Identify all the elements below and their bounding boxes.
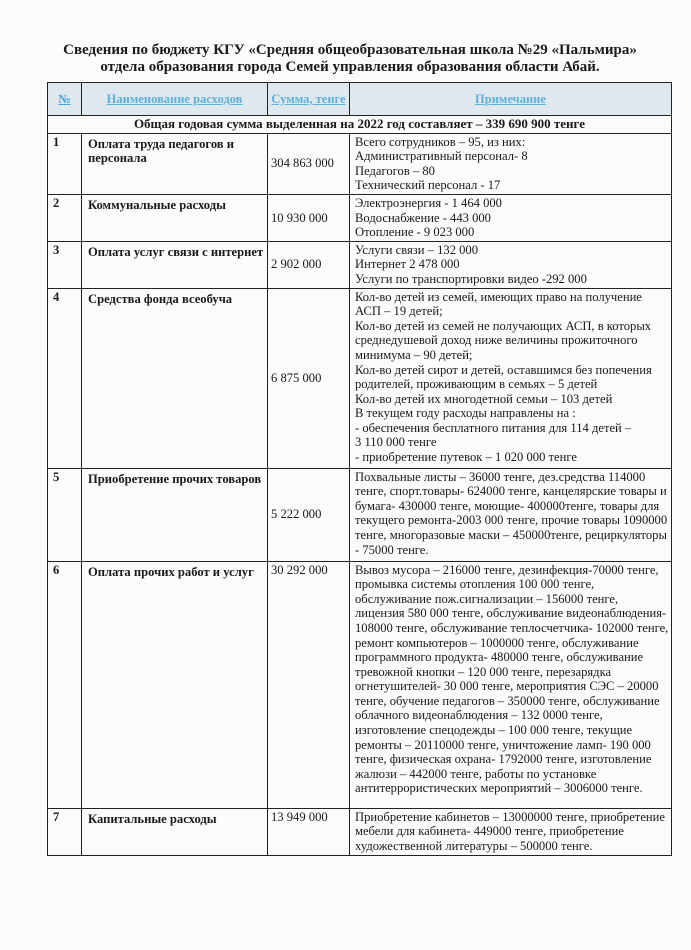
table-row [48, 133, 672, 194]
note-line: бумага- 430000 тенге, моющие- 400000тенге, товары для [355, 498, 660, 513]
note-line: антитеррористических мероприятий – 3006000 тенге. [355, 781, 643, 796]
note-line: программного продукта- 480000 тенге, обслуживание [355, 650, 644, 665]
note-line: Электроэнергия - 1 464 000 [355, 195, 502, 210]
header-num: № [48, 83, 82, 116]
title-line-2: отдела образования города Семей управления образования области Абай. [100, 59, 600, 75]
row-number: 1 [48, 133, 82, 194]
row-number: 6 [48, 561, 82, 808]
note-line: Кол-во детей из семей, имеющих право на получение [355, 289, 642, 304]
note-line: мебели для кабинета- 449000 тенге, приобретение [355, 824, 624, 839]
note-line: тенге, многоразовые маски – 450000тенге, рециркуляторы [355, 527, 667, 542]
expense-name: Оплата труда педагогов и персонала [82, 133, 268, 194]
total-row [48, 116, 672, 134]
document-title [30, 42, 670, 76]
note-line: АСП – 19 детей; [355, 304, 443, 319]
expense-name: Капитальные расходы [82, 808, 268, 855]
expense-name: Средства фонда всеобуча [82, 288, 268, 468]
expense-name: Оплата услуг связи с интернет [82, 241, 268, 288]
expense-sum: 6 875 000 [268, 288, 350, 468]
note-line: среднедушевой доход ниже величины прожиточного [355, 333, 638, 348]
title-line-1: Сведения по бюджету КГУ «Средняя общеобразовательная школа №29 «Пальмира» [63, 42, 637, 58]
note-line: промывка системы отопления 100 000 тенге, [355, 577, 595, 592]
row-number: 3 [48, 241, 82, 288]
header-name: Наименование расходов [82, 83, 268, 116]
expense-name: Приобретение прочих товаров [82, 468, 268, 561]
note-line: Услуги по транспортировки видео -292 000 [355, 271, 587, 286]
expense-sum: 304 863 000 [268, 133, 350, 194]
expense-sum: 10 930 000 [268, 194, 350, 241]
note-line: художественной литературы – 500000 тенге. [355, 838, 593, 853]
header-note: Примечание [350, 83, 672, 116]
note-line: Услуги связи – 132 000 [355, 242, 479, 257]
note-line: ремонты – 20110000 тенге, уничтожение ламп- 190 000 [355, 737, 651, 752]
note-line: родителей, проживающим в семьях – 5 детей [355, 377, 598, 392]
note-line: - обеспечения бесплатного питания для 114 детей – [355, 420, 632, 435]
total-amount-text: Общая годовая сумма выделенная на 2022 год составляет – 339 690 900 тенге [48, 116, 672, 134]
note-line: В текущем году расходы направлены на : [355, 406, 576, 421]
note-line: Технический персонал - 17 [355, 178, 501, 193]
note-line: минимума – 90 детей; [355, 347, 473, 362]
note-line: Приобретение кабинетов – 13000000 тенге, приобретение [355, 809, 665, 824]
row-number: 5 [48, 468, 82, 561]
note-line: тенге, обучение педагогов – 350000 тенге, обслуживание [355, 693, 660, 708]
header-sum: Сумма, тенге [268, 83, 350, 116]
expense-sum: 2 902 000 [268, 241, 350, 288]
table-row [48, 194, 672, 241]
note-line: Педагогов – 80 [355, 163, 435, 178]
note-line: Кол-во детей из семей не получающих АСП, в которых [355, 318, 652, 333]
note-line: Водоснабжение - 443 000 [355, 210, 491, 225]
table-row [48, 561, 672, 808]
expense-sum: 30 292 000 [268, 561, 350, 808]
row-number: 4 [48, 288, 82, 468]
expense-sum: 13 949 000 [268, 808, 350, 855]
note-line: Административный персонал- 8 [355, 149, 528, 164]
budget-table [47, 82, 672, 856]
note-line: 108000 тенге, обслуживание теплосчетчика- 102000 тенге, [355, 620, 669, 635]
note-line: лицензия 580 000 тенге, обслуживание видеонаблюдения- [355, 606, 667, 621]
expense-name: Оплата прочих работ и услуг [82, 561, 268, 808]
expense-note [350, 468, 672, 561]
expense-note [350, 288, 672, 468]
note-line: облачного видеонаблюдения – 132 0000 тенге, [355, 708, 603, 723]
note-line: Кол-во детей их многодетной семьи – 103 детей [355, 391, 613, 406]
note-line: тенге, физическая охрана- 1792000 тенге, изготовление [355, 752, 652, 767]
note-line: огнетушителей- 30 000 тенге, мероприятия СЭС – 20000 [355, 679, 659, 694]
expense-note [350, 808, 672, 855]
note-line: тревожной кнопки – 120 000 тенге, перезарядка [355, 664, 612, 679]
table-row [48, 468, 672, 561]
note-line: Отопление - 9 023 000 [355, 225, 475, 240]
table-header-row [48, 83, 672, 116]
note-line: Кол-во детей сирот и детей, оставшимся без попечения [355, 362, 652, 377]
note-line: - 75000 тенге. [355, 542, 429, 557]
note-line: Интернет 2 478 000 [355, 257, 460, 272]
table-row [48, 808, 672, 855]
note-line: Вывоз мусора – 216000 тенге, дезинфекция-70000 тенге, [355, 562, 659, 577]
expense-note [350, 133, 672, 194]
expense-note [350, 241, 672, 288]
note-line: Похвальные листы – 36000 тенге, дез.средства 114000 [355, 469, 646, 484]
expense-sum: 5 222 000 [268, 468, 350, 561]
note-line: обслуживание пож.сигнализации – 156000 тенге, [355, 591, 619, 606]
table-row [48, 288, 672, 468]
note-line: Всего сотрудников – 95, из них: [355, 134, 526, 149]
note-line: тенге, спорт.товары- 624000 тенге, канцелярские товары и [355, 484, 667, 499]
expense-note [350, 561, 672, 808]
table-row [48, 241, 672, 288]
note-line: текущего ремонта-2003 000 тенге, прочие товары 1090000 [355, 513, 668, 528]
row-number: 2 [48, 194, 82, 241]
note-line: ремонт компьютеров – 1000000 тенге, обслуживание [355, 635, 639, 650]
expense-note [350, 194, 672, 241]
note-line: жалюзи – 442000 тенге, работы по установке [355, 766, 597, 781]
expense-name: Коммунальные расходы [82, 194, 268, 241]
row-number: 7 [48, 808, 82, 855]
note-line: изготовление спецодежды – 100 000 тенге, текущие [355, 723, 633, 738]
note-line: - приобретение путевок – 1 020 000 тенге [355, 450, 577, 465]
note-line: 3 110 000 тенге [355, 435, 437, 450]
